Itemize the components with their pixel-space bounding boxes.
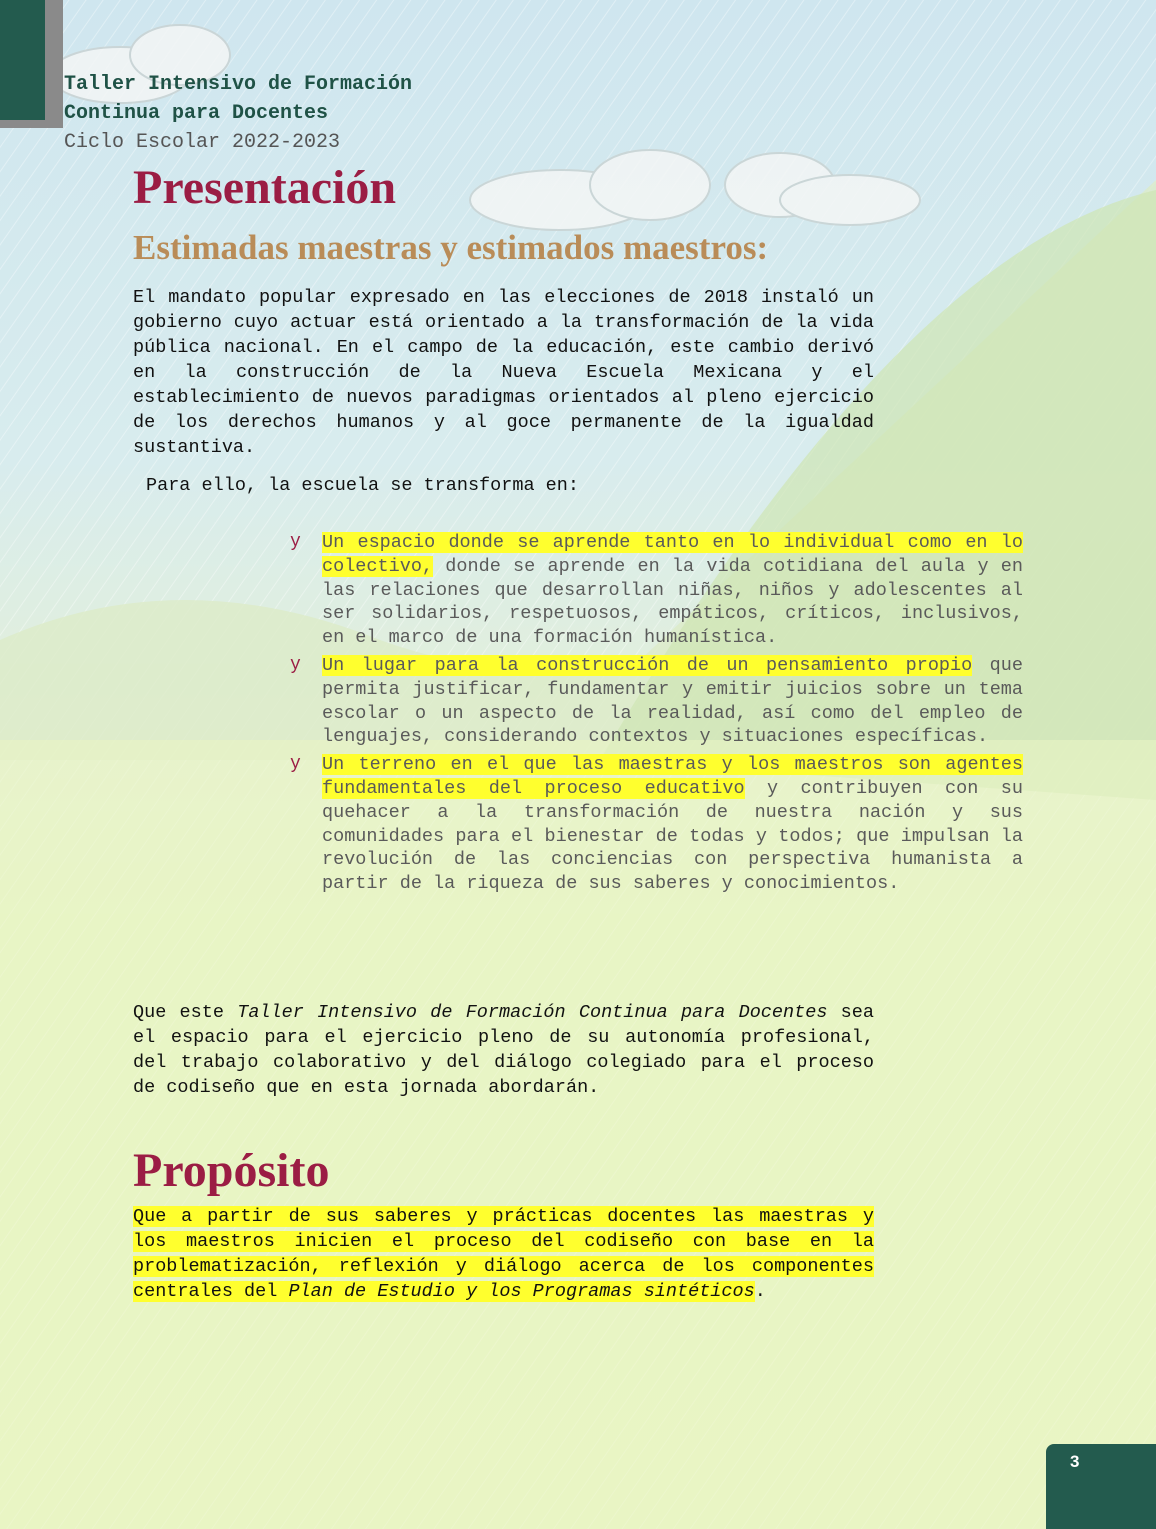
list-item-text: que permita justificar, fundamentar y emitir juicios sobre un tema escolar o un aspecto de la realidad, así como del empleo de lenguajes, considerando contextos y situaciones específicas. [322, 654, 1023, 748]
list-item-highlight: Un lugar para la construcción de un pensamiento propio [322, 654, 973, 676]
plan-name-italic: Plan de Estudio y los Programas sintéticos [288, 1281, 755, 1302]
bullet-marker: y [290, 754, 301, 775]
list-lead-in: Para ello, la escuela se transforma en: [146, 475, 579, 496]
section-title-proposito: Propósito [133, 1144, 330, 1197]
list-item [290, 654, 1023, 749]
page-number-tab [1046, 1444, 1156, 1529]
list-item-text: donde se aprende en la vida cotidiana del aula y en las relaciones que desarrollan niñas, niños y adolescentes al ser solidarios, respetuosos, empáticos, críticos, inclusivos, en el marco de una formación humanística. [322, 555, 1023, 649]
workshop-name-italic: Taller Intensivo de Formación Continua para Docentes [237, 1002, 828, 1023]
purpose-text-start: Que a partir de sus saberes y prácticas docentes las maestras y los maestros inicien el proceso del codiseño con base en la problematización, reflexión y diálogo acerca de los componentes centrales del [133, 1206, 874, 1302]
purpose-paragraph [133, 1204, 874, 1304]
closing-text-end: sea el espacio para el ejercicio pleno de su autonomía profesional, del trabajo colaborativo y del diálogo colegiado para el proceso de codiseño que en esta jornada abordarán. [133, 1002, 874, 1098]
corner-tab-shadow [45, 0, 63, 128]
closing-text-start: Que este [133, 1002, 238, 1023]
list-item-highlight: Un espacio donde se aprende tanto en lo individual como en lo colectivo, [322, 532, 1023, 577]
section-title-presentacion: Presentación [133, 161, 397, 214]
list-item [290, 753, 1023, 896]
header-school-year: Ciclo Escolar 2022-2023 [64, 131, 341, 154]
corner-tab-shadow-bottom [0, 120, 63, 128]
corner-tab [0, 0, 45, 120]
closing-paragraph [133, 1000, 874, 1100]
bullet-marker: y [290, 532, 301, 552]
section-subtitle-greeting: Estimadas maestras y estimados maestros: [133, 228, 769, 267]
list-item [290, 531, 1023, 650]
header-title-line1: Taller Intensivo de Formación [64, 73, 413, 96]
page-number: 3 [1070, 1452, 1080, 1471]
intro-paragraph: El mandato popular expresado en las elecciones de 2018 instaló un gobierno cuyo actuar está orientado a la transformación de la vida pública nacional. En el campo de la educación, este cambio derivó en la construcción de la Nueva Escuela Mexicana y el establecimiento de nuevos paradigmas orientados al pleno ejercicio de los derechos humanos y al goce permanente de la igualdad sustantiva. [133, 287, 874, 458]
list-item-highlight: Un terreno en el que las maestras y los maestros son agentes fundamentales del proceso educativo [322, 754, 1023, 799]
document-header [64, 70, 412, 157]
list-item-text: y contribuyen con su quehacer a la transformación de nuestra nación y sus comunidades para el bienestar de todas y todos; que impulsan la revolución de las conciencias con perspectiva humanista a partir de la riqueza de sus saberes y conocimientos. [322, 777, 1023, 895]
transformation-list [290, 531, 1023, 900]
purpose-text-end: . [754, 1281, 766, 1302]
bullet-marker: y [290, 654, 301, 675]
header-title-line2: Continua para Docentes [64, 102, 329, 125]
